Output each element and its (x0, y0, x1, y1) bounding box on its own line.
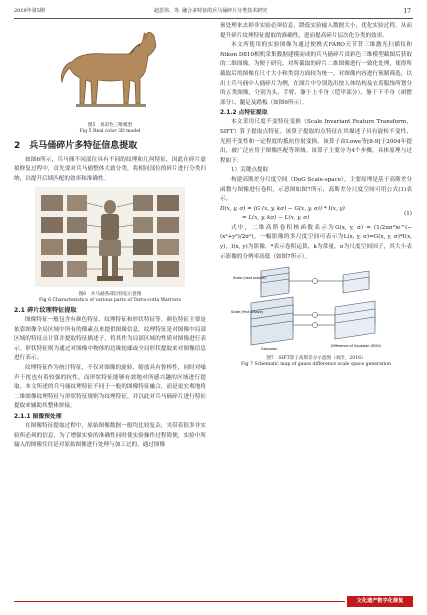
section-2-heading: 2 兵马俑碎片多特征信息提取 (14, 140, 138, 151)
running-header (14, 6, 413, 19)
label-first-octave: Scale (first octave) (231, 310, 263, 315)
paragraph: 本文采用尺度不变特征变换（Scale Invariant Feature Transform，SIFT）算子提取点特征，该算子提取的点特征在其描述子具有旋转不变性、光照不变性和一定程度的抵抗仿射变换。该算子由Lowe等[8-9]于2004年提出，被广泛应用于图像匹配等领域。该算子主要分为4个步骤，具体原理与过程如下： (220, 119, 412, 164)
footer-rule (14, 601, 345, 602)
right-column (220, 22, 412, 368)
issue-label: 2019年第5期 (14, 8, 45, 14)
paragraph: 图像特征一般包含有颜色特征、纹理特征和形状特征等。颜色特征主要是依靠图像全局区域中所有的像素点来提供图像信息。纹理特征是对图像中局部区域的特征点计算并提取特征描述子，将其作为局部区域的性质对图像进行表示。形状特征则为通过对图像中物体的边缘轮廓或全局形状提取来对图像信息进行表示。 (14, 316, 206, 362)
figure-7-caption-en: Fig 7 Schematic map of gauss difference scale space generation (241, 361, 391, 367)
paragraph: 式中，二维高斯卷积核函数表示为G(x, y, σ) = (1/2πσ²)e^(−(x²+y²)/2σ²)，一幅影像的多尺度空间可表示为L(x, y, σ)=G(x, y, σ)*I(x, y)，I(x, y)为影像，*表示卷积运算，k为常量，σ为尺度空间因子，其大小表示影像的分辨率高低（如图7所示）。 (220, 224, 412, 260)
equation-number: (1) (404, 210, 412, 217)
figure-7-caption-cn: 图7 SIFT算子高斯差分示意图（刘洋，2016） (266, 355, 366, 361)
figure-6-caption-en: Fig 6 Characteristics of various parts of Terra-cotta Warriors (39, 297, 181, 303)
subsection-2-1-1-heading: 2.1.1 图像预处理 (14, 413, 62, 420)
paragraph: 本文所使用的实验图像为通过便携式FARO天节背三维激光扫描仪和Nikon D810相机采集数据建模而成的兵马俑碎片真彩色三维模型截图后获取的二维图像。为便于研究，对所截取的碎片二维图像进行一致化处理，使得所截取后的图像在尺寸大小和类别方面较为统一，对图像内容进行预制筛选，以出土兵马俑中人俑碎片为例，在图片中分别选出按人体结构及衣着服饰所划分的五类图像，分别为头、手臂、躯干上半身（铠甲部分）、躯干下半身（裙摆部分）、腿足及踏板（如图6所示）。 (220, 42, 412, 106)
warrior-parts-diagram (35, 187, 185, 287)
equation-line: = L(x, y, kσ) − L(x, y, σ) (242, 215, 310, 222)
subsection-2-1-2-heading: 2.1.2 点特征提取 (220, 110, 268, 117)
horse-3d-model-image (50, 22, 170, 118)
page-number: 17 (403, 8, 411, 15)
label-next-octave: Scale (next octave) (233, 276, 266, 281)
paragraph: 纹理特征作为统计特征，不仅对图像的旋转、缩放具有鲁棒性，同时对噪声干扰也有着较强的抗性，而形状特征能够有效地对所感兴趣的区域进行提取。本文所述的兵马俑纹理特征不同于一般的图像特征融合，而是更宏观地将二维图像纹理特征与形状特征规则为纹理特征，并以此对兵马俑碎片进行特征提取来辅助其整体拼接。 (14, 364, 206, 410)
list-item: 1）关键点提取 (231, 167, 269, 174)
figure-5 (14, 22, 206, 135)
figure-6 (14, 187, 206, 304)
paragraph: 预处理来去掉非实验必须信息，降低实验输入数据大小，优化实验过程，从而提升碎片纹理特征提取的准确性，进而提高碎片层次化分类的效率。 (220, 23, 412, 39)
paragraph: 构建高斯差分尺度空间（DoG Scale-space），主要原理是基于高斯差分函数与图像进行卷积，示意图如图7所示，高斯差分尺度空间可用公式(1)表示。 (220, 176, 412, 203)
figure-6-caption-cn: 图6 兵马俑各部位特征示意图 (78, 291, 142, 297)
paragraph: 在图像特征提取过程中，原始图像数据一般均比较复杂，夹带着很多非实验所必须的信息，为了增强实验的准确性同时使实验操作过程简便，实验中所输入的图像往往是对原始图像进行处理与加工过的，通过图像 (14, 422, 206, 449)
label-gaussian: Gaussian (261, 347, 278, 352)
label-dog: Difference of Gaussian (DOG) (331, 344, 382, 349)
running-title: 赵思伟，等. 融合多特征的兵马俑碎片分类技术研究 (154, 8, 268, 14)
left-column (14, 22, 206, 451)
dog-pyramid-diagram (231, 265, 401, 351)
figure-7 (220, 265, 412, 368)
figure-5-caption-en: Fig 5 Real color 3D model (79, 128, 141, 134)
subsection-2-1-heading: 2.1 碎片纹理特征提取 (14, 306, 77, 314)
equation-line: D(x, y, σ) = (G (x, y, kσ) − G(x, y, σ)) * I(x, y) (220, 205, 345, 212)
equation-1 (220, 205, 412, 224)
journal-section-label: 文化遗产数字化修复 (347, 596, 413, 607)
figure-5-caption-cn: 图5 真彩色三维模型 (87, 122, 133, 128)
paragraph: 如图6所示，兵马俑不同部位具有不同的纹理和几何特征，因此在碎片虚拟修复过程中，首先要对兵马俑整体大致分类，将相同部位的碎片进行分类归纳，以提升后续匹配的效率和准确性。 (14, 156, 206, 182)
